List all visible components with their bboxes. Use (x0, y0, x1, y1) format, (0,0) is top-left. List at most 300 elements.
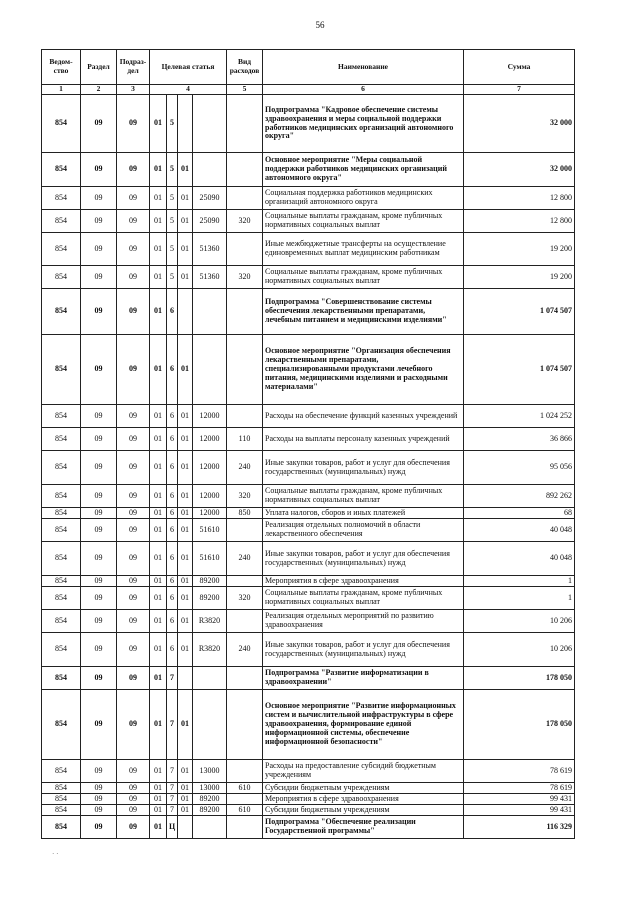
cell-vid-rashodov: 320 (227, 266, 263, 289)
table-row (42, 289, 575, 335)
table-row (42, 187, 575, 210)
cell-podrazdel: 09 (117, 519, 150, 542)
cell-vedomstvo: 854 (42, 187, 81, 210)
cell-subprogram-code: 6 (167, 633, 178, 667)
cell-direction-code: 51360 (193, 233, 227, 266)
cell-program-code: 01 (150, 783, 167, 794)
cell-naimenovanie: Социальные выплаты гражданам, кроме публичных нормативных социальных выплат (263, 587, 464, 610)
cell-vedomstvo: 854 (42, 760, 81, 783)
table-row (42, 451, 575, 485)
cell-event-code (178, 95, 193, 153)
cell-podrazdel: 09 (117, 587, 150, 610)
cell-vid-rashodov (227, 576, 263, 587)
column-number: 5 (227, 85, 263, 95)
table-row (42, 690, 575, 760)
cell-direction-code (193, 690, 227, 760)
cell-subprogram-code: 7 (167, 783, 178, 794)
cell-program-code: 01 (150, 690, 167, 760)
cell-vid-rashodov: 240 (227, 633, 263, 667)
cell-podrazdel: 09 (117, 335, 150, 405)
cell-program-code: 01 (150, 667, 167, 690)
table-row (42, 760, 575, 783)
cell-vedomstvo: 854 (42, 508, 81, 519)
table-body (42, 95, 575, 839)
cell-direction-code (193, 335, 227, 405)
page-number: 56 (315, 20, 325, 30)
cell-direction-code (193, 667, 227, 690)
cell-direction-code (193, 289, 227, 335)
cell-vedomstvo: 854 (42, 816, 81, 839)
cell-razdel: 09 (81, 405, 117, 428)
cell-subprogram-code: 6 (167, 587, 178, 610)
cell-subprogram-code: 6 (167, 485, 178, 508)
cell-vedomstvo: 854 (42, 405, 81, 428)
cell-event-code: 01 (178, 187, 193, 210)
cell-vid-rashodov (227, 153, 263, 187)
cell-naimenovanie: Субсидии бюджетным учреждениям (263, 805, 464, 816)
header-podrazdel: Подраз-дел (117, 50, 150, 85)
cell-razdel: 09 (81, 153, 117, 187)
cell-podrazdel: 09 (117, 633, 150, 667)
table-row (42, 266, 575, 289)
cell-event-code: 01 (178, 405, 193, 428)
cell-podrazdel: 09 (117, 816, 150, 839)
cell-naimenovanie: Иные закупки товаров, работ и услуг для обеспечения государственных (муниципальных) нужд (263, 542, 464, 576)
cell-naimenovanie: Основное мероприятие "Организация обеспечения лекарственными препаратами, специализированными продуктами лечебного питания, медицинскими изделиями и расходными материалами" (263, 335, 464, 405)
cell-subprogram-code: 7 (167, 794, 178, 805)
cell-program-code: 01 (150, 610, 167, 633)
cell-direction-code: 12000 (193, 508, 227, 519)
column-number: 6 (263, 85, 464, 95)
cell-event-code: 01 (178, 542, 193, 576)
cell-program-code: 01 (150, 794, 167, 805)
cell-vedomstvo: 854 (42, 805, 81, 816)
cell-direction-code (193, 816, 227, 839)
cell-summa: 40 048 (464, 542, 575, 576)
cell-program-code: 01 (150, 335, 167, 405)
cell-direction-code (193, 153, 227, 187)
cell-summa: 1 074 507 (464, 289, 575, 335)
cell-naimenovanie: Социальная поддержка работников медицинских организаций автономного округа (263, 187, 464, 210)
cell-vid-rashodov (227, 610, 263, 633)
cell-event-code: 01 (178, 266, 193, 289)
cell-naimenovanie: Подпрограмма "Развитие информатизации в здравоохранении" (263, 667, 464, 690)
cell-subprogram-code: 5 (167, 233, 178, 266)
cell-naimenovanie: Расходы на предоставление субсидий бюджетным учреждениям (263, 760, 464, 783)
column-number: 2 (81, 85, 117, 95)
cell-summa: 12 800 (464, 187, 575, 210)
table-row (42, 210, 575, 233)
cell-direction-code: 89200 (193, 576, 227, 587)
cell-naimenovanie: Основное мероприятие "Меры социальной поддержки работников медицинских организаций автономного округа" (263, 153, 464, 187)
cell-event-code: 01 (178, 485, 193, 508)
cell-summa: 99 431 (464, 805, 575, 816)
cell-vedomstvo: 854 (42, 266, 81, 289)
header-celevaya-statya: Целевая статья (150, 50, 227, 85)
cell-subprogram-code: Ц (167, 816, 178, 839)
cell-vid-rashodov (227, 519, 263, 542)
table-row (42, 519, 575, 542)
table-row (42, 485, 575, 508)
cell-razdel: 09 (81, 95, 117, 153)
cell-naimenovanie: Реализация отдельных мероприятий по развитию здравоохранения (263, 610, 464, 633)
budget-table (41, 49, 575, 839)
cell-summa: 892 262 (464, 485, 575, 508)
cell-program-code: 01 (150, 633, 167, 667)
cell-podrazdel: 09 (117, 485, 150, 508)
cell-razdel: 09 (81, 794, 117, 805)
cell-summa: 95 056 (464, 451, 575, 485)
cell-podrazdel: 09 (117, 805, 150, 816)
table-row (42, 576, 575, 587)
table-row (42, 233, 575, 266)
cell-naimenovanie: Расходы на обеспечение функций казенных учреждений (263, 405, 464, 428)
cell-razdel: 09 (81, 485, 117, 508)
cell-direction-code: 89200 (193, 805, 227, 816)
cell-summa: 1 (464, 587, 575, 610)
cell-subprogram-code: 7 (167, 805, 178, 816)
cell-podrazdel: 09 (117, 210, 150, 233)
table-header-row (42, 50, 575, 85)
cell-podrazdel: 09 (117, 95, 150, 153)
cell-program-code: 01 (150, 405, 167, 428)
cell-vid-rashodov: 240 (227, 542, 263, 576)
cell-program-code: 01 (150, 587, 167, 610)
cell-program-code: 01 (150, 233, 167, 266)
cell-naimenovanie: Социальные выплаты гражданам, кроме публичных нормативных социальных выплат (263, 485, 464, 508)
cell-program-code: 01 (150, 289, 167, 335)
cell-vid-rashodov (227, 690, 263, 760)
header-vid-rashodov: Вид расходов (227, 50, 263, 85)
cell-naimenovanie: Иные закупки товаров, работ и услуг для обеспечения государственных (муниципальных) нужд (263, 633, 464, 667)
cell-vid-rashodov (227, 187, 263, 210)
cell-vid-rashodov (227, 95, 263, 153)
cell-program-code: 01 (150, 805, 167, 816)
cell-subprogram-code: 5 (167, 187, 178, 210)
cell-subprogram-code: 6 (167, 508, 178, 519)
cell-direction-code: R3820 (193, 633, 227, 667)
cell-vedomstvo: 854 (42, 428, 81, 451)
cell-event-code: 01 (178, 760, 193, 783)
cell-razdel: 09 (81, 816, 117, 839)
table-row (42, 95, 575, 153)
cell-subprogram-code: 5 (167, 95, 178, 153)
cell-naimenovanie: Подпрограмма "Совершенствование системы обеспечения лекарственными препаратами, лечебным питанием и медицинскими изделиями" (263, 289, 464, 335)
cell-summa: 10 206 (464, 633, 575, 667)
cell-vedomstvo: 854 (42, 519, 81, 542)
cell-program-code: 01 (150, 266, 167, 289)
cell-summa: 1 024 252 (464, 405, 575, 428)
cell-program-code: 01 (150, 187, 167, 210)
cell-podrazdel: 09 (117, 289, 150, 335)
cell-podrazdel: 09 (117, 610, 150, 633)
cell-naimenovanie: Расходы на выплаты персоналу казенных учреждений (263, 428, 464, 451)
cell-event-code (178, 816, 193, 839)
cell-summa: 178 050 (464, 690, 575, 760)
table-row (42, 428, 575, 451)
cell-razdel: 09 (81, 667, 117, 690)
cell-summa: 78 619 (464, 783, 575, 794)
cell-event-code: 01 (178, 428, 193, 451)
cell-podrazdel: 09 (117, 576, 150, 587)
cell-program-code: 01 (150, 542, 167, 576)
cell-naimenovanie: Подпрограмма "Обеспечение реализации Государственной программы" (263, 816, 464, 839)
table-row (42, 335, 575, 405)
cell-direction-code: 12000 (193, 405, 227, 428)
cell-vid-rashodov: 850 (227, 508, 263, 519)
cell-event-code: 01 (178, 587, 193, 610)
cell-event-code: 01 (178, 633, 193, 667)
cell-podrazdel: 09 (117, 233, 150, 266)
cell-subprogram-code: 6 (167, 610, 178, 633)
cell-program-code: 01 (150, 760, 167, 783)
cell-podrazdel: 09 (117, 760, 150, 783)
cell-subprogram-code: 6 (167, 405, 178, 428)
cell-program-code: 01 (150, 508, 167, 519)
header-razdel: Раздел (81, 50, 117, 85)
cell-razdel: 09 (81, 451, 117, 485)
cell-summa: 1 (464, 576, 575, 587)
cell-vid-rashodov (227, 289, 263, 335)
cell-direction-code: 89200 (193, 794, 227, 805)
column-numbers-row (42, 85, 575, 95)
cell-subprogram-code: 5 (167, 153, 178, 187)
cell-razdel: 09 (81, 610, 117, 633)
cell-vedomstvo: 854 (42, 485, 81, 508)
cell-direction-code: 13000 (193, 760, 227, 783)
cell-naimenovanie: Социальные выплаты гражданам, кроме публичных нормативных социальных выплат (263, 266, 464, 289)
cell-vid-rashodov (227, 760, 263, 783)
cell-subprogram-code: 7 (167, 690, 178, 760)
cell-direction-code: 51610 (193, 542, 227, 576)
cell-subprogram-code: 6 (167, 576, 178, 587)
cell-subprogram-code: 5 (167, 210, 178, 233)
cell-vedomstvo: 854 (42, 233, 81, 266)
cell-subprogram-code: 6 (167, 428, 178, 451)
cell-summa: 32 000 (464, 153, 575, 187)
cell-subprogram-code: 5 (167, 266, 178, 289)
cell-razdel: 09 (81, 542, 117, 576)
table-row (42, 783, 575, 794)
cell-direction-code: R3820 (193, 610, 227, 633)
cell-program-code: 01 (150, 428, 167, 451)
cell-podrazdel: 09 (117, 542, 150, 576)
cell-razdel: 09 (81, 576, 117, 587)
cell-naimenovanie: Иные межбюджетные трансферты на осуществление единовременных выплат медицинским работникам (263, 233, 464, 266)
cell-direction-code: 25090 (193, 210, 227, 233)
cell-razdel: 09 (81, 289, 117, 335)
cell-naimenovanie: Иные закупки товаров, работ и услуг для обеспечения государственных (муниципальных) нужд (263, 451, 464, 485)
cell-razdel: 09 (81, 508, 117, 519)
column-number: 3 (117, 85, 150, 95)
cell-razdel: 09 (81, 690, 117, 760)
cell-subprogram-code: 7 (167, 760, 178, 783)
header-summa: Сумма (464, 50, 575, 85)
cell-podrazdel: 09 (117, 508, 150, 519)
header-vedomstvo: Ведом-ство (42, 50, 81, 85)
header-naimenovanie: Наименование (263, 50, 464, 85)
cell-direction-code: 13000 (193, 783, 227, 794)
cell-razdel: 09 (81, 210, 117, 233)
cell-summa: 19 200 (464, 233, 575, 266)
cell-direction-code (193, 95, 227, 153)
table-row (42, 794, 575, 805)
cell-podrazdel: 09 (117, 667, 150, 690)
cell-event-code: 01 (178, 794, 193, 805)
cell-event-code: 01 (178, 233, 193, 266)
cell-vedomstvo: 854 (42, 610, 81, 633)
cell-vid-rashodov (227, 405, 263, 428)
cell-vedomstvo: 854 (42, 783, 81, 794)
cell-summa: 12 800 (464, 210, 575, 233)
cell-vid-rashodov (227, 667, 263, 690)
cell-naimenovanie: Субсидии бюджетным учреждениям (263, 783, 464, 794)
cell-naimenovanie: Социальные выплаты гражданам, кроме публичных нормативных социальных выплат (263, 210, 464, 233)
cell-program-code: 01 (150, 485, 167, 508)
cell-razdel: 09 (81, 783, 117, 794)
cell-summa: 10 206 (464, 610, 575, 633)
cell-summa: 40 048 (464, 519, 575, 542)
cell-vid-rashodov (227, 816, 263, 839)
cell-vedomstvo: 854 (42, 690, 81, 760)
column-number: 4 (150, 85, 227, 95)
cell-summa: 19 200 (464, 266, 575, 289)
cell-summa: 99 431 (464, 794, 575, 805)
cell-vedomstvo: 854 (42, 794, 81, 805)
table-row (42, 805, 575, 816)
cell-event-code: 01 (178, 610, 193, 633)
cell-vid-rashodov: 320 (227, 210, 263, 233)
cell-event-code: 01 (178, 210, 193, 233)
cell-podrazdel: 09 (117, 428, 150, 451)
cell-program-code: 01 (150, 153, 167, 187)
cell-vedomstvo: 854 (42, 95, 81, 153)
cell-vid-rashodov: 110 (227, 428, 263, 451)
cell-vedomstvo: 854 (42, 210, 81, 233)
cell-vedomstvo: 854 (42, 289, 81, 335)
cell-vid-rashodov: 240 (227, 451, 263, 485)
cell-podrazdel: 09 (117, 794, 150, 805)
cell-vedomstvo: 854 (42, 153, 81, 187)
cell-summa: 68 (464, 508, 575, 519)
cell-event-code: 01 (178, 335, 193, 405)
cell-vid-rashodov: 610 (227, 805, 263, 816)
cell-summa: 1 074 507 (464, 335, 575, 405)
cell-direction-code: 12000 (193, 485, 227, 508)
cell-direction-code: 12000 (193, 428, 227, 451)
cell-vedomstvo: 854 (42, 587, 81, 610)
cell-naimenovanie: Уплата налогов, сборов и иных платежей (263, 508, 464, 519)
cell-naimenovanie: Реализация отдельных полномочий в области лекарственного обеспечения (263, 519, 464, 542)
cell-podrazdel: 09 (117, 187, 150, 210)
cell-vedomstvo: 854 (42, 633, 81, 667)
cell-podrazdel: 09 (117, 783, 150, 794)
cell-event-code: 01 (178, 153, 193, 187)
cell-naimenovanie: Мероприятия в сфере здравоохранения (263, 794, 464, 805)
cell-razdel: 09 (81, 187, 117, 210)
cell-razdel: 09 (81, 519, 117, 542)
column-number: 7 (464, 85, 575, 95)
cell-summa: 36 866 (464, 428, 575, 451)
table-row (42, 667, 575, 690)
cell-vedomstvo: 854 (42, 542, 81, 576)
cell-event-code (178, 289, 193, 335)
cell-summa: 78 619 (464, 760, 575, 783)
cell-subprogram-code: 6 (167, 451, 178, 485)
cell-razdel: 09 (81, 266, 117, 289)
cell-razdel: 09 (81, 587, 117, 610)
cell-podrazdel: 09 (117, 690, 150, 760)
cell-event-code: 01 (178, 690, 193, 760)
cell-subprogram-code: 6 (167, 519, 178, 542)
cell-program-code: 01 (150, 519, 167, 542)
cell-program-code: 01 (150, 451, 167, 485)
cell-podrazdel: 09 (117, 266, 150, 289)
cell-summa: 32 000 (464, 95, 575, 153)
cell-razdel: 09 (81, 760, 117, 783)
cell-naimenovanie: Мероприятия в сфере здравоохранения (263, 576, 464, 587)
cell-subprogram-code: 6 (167, 335, 178, 405)
cell-podrazdel: 09 (117, 451, 150, 485)
table-row (42, 816, 575, 839)
table-row (42, 610, 575, 633)
table-row (42, 542, 575, 576)
table-row (42, 633, 575, 667)
cell-event-code: 01 (178, 451, 193, 485)
cell-program-code: 01 (150, 95, 167, 153)
cell-event-code: 01 (178, 576, 193, 587)
column-number: 1 (42, 85, 81, 95)
cell-direction-code: 12000 (193, 451, 227, 485)
table-row (42, 508, 575, 519)
cell-vid-rashodov (227, 233, 263, 266)
cell-event-code: 01 (178, 519, 193, 542)
cell-vid-rashodov (227, 794, 263, 805)
cell-naimenovanie: Подпрограмма "Кадровое обеспечение системы здравоохранения и меры социальной поддержки работников медицинских организаций автономного округа" (263, 95, 464, 153)
cell-direction-code: 89200 (193, 587, 227, 610)
cell-summa: 178 050 (464, 667, 575, 690)
cell-naimenovanie: Основное мероприятие "Развитие информационных систем и вычислительной инфраструктуры в сфере здравоохранения, формирование единой информационной системы, обеспечение информационной безопасности" (263, 690, 464, 760)
cell-razdel: 09 (81, 805, 117, 816)
cell-subprogram-code: 7 (167, 667, 178, 690)
cell-direction-code: 25090 (193, 187, 227, 210)
table-row (42, 405, 575, 428)
cell-vedomstvo: 854 (42, 451, 81, 485)
cell-subprogram-code: 6 (167, 289, 178, 335)
cell-program-code: 01 (150, 816, 167, 839)
cell-vid-rashodov: 320 (227, 485, 263, 508)
cell-subprogram-code: 6 (167, 542, 178, 576)
cell-vedomstvo: 854 (42, 667, 81, 690)
cell-event-code (178, 667, 193, 690)
cell-summa: 116 329 (464, 816, 575, 839)
cell-vedomstvo: 854 (42, 335, 81, 405)
cell-razdel: 09 (81, 428, 117, 451)
cell-vid-rashodov: 320 (227, 587, 263, 610)
cell-event-code: 01 (178, 783, 193, 794)
table-row (42, 153, 575, 187)
cell-vid-rashodov (227, 335, 263, 405)
cell-event-code: 01 (178, 508, 193, 519)
cell-razdel: 09 (81, 633, 117, 667)
table-row (42, 587, 575, 610)
cell-vid-rashodov: 610 (227, 783, 263, 794)
cell-podrazdel: 09 (117, 153, 150, 187)
cell-direction-code: 51610 (193, 519, 227, 542)
cell-razdel: 09 (81, 233, 117, 266)
cell-event-code: 01 (178, 805, 193, 816)
cell-program-code: 01 (150, 576, 167, 587)
